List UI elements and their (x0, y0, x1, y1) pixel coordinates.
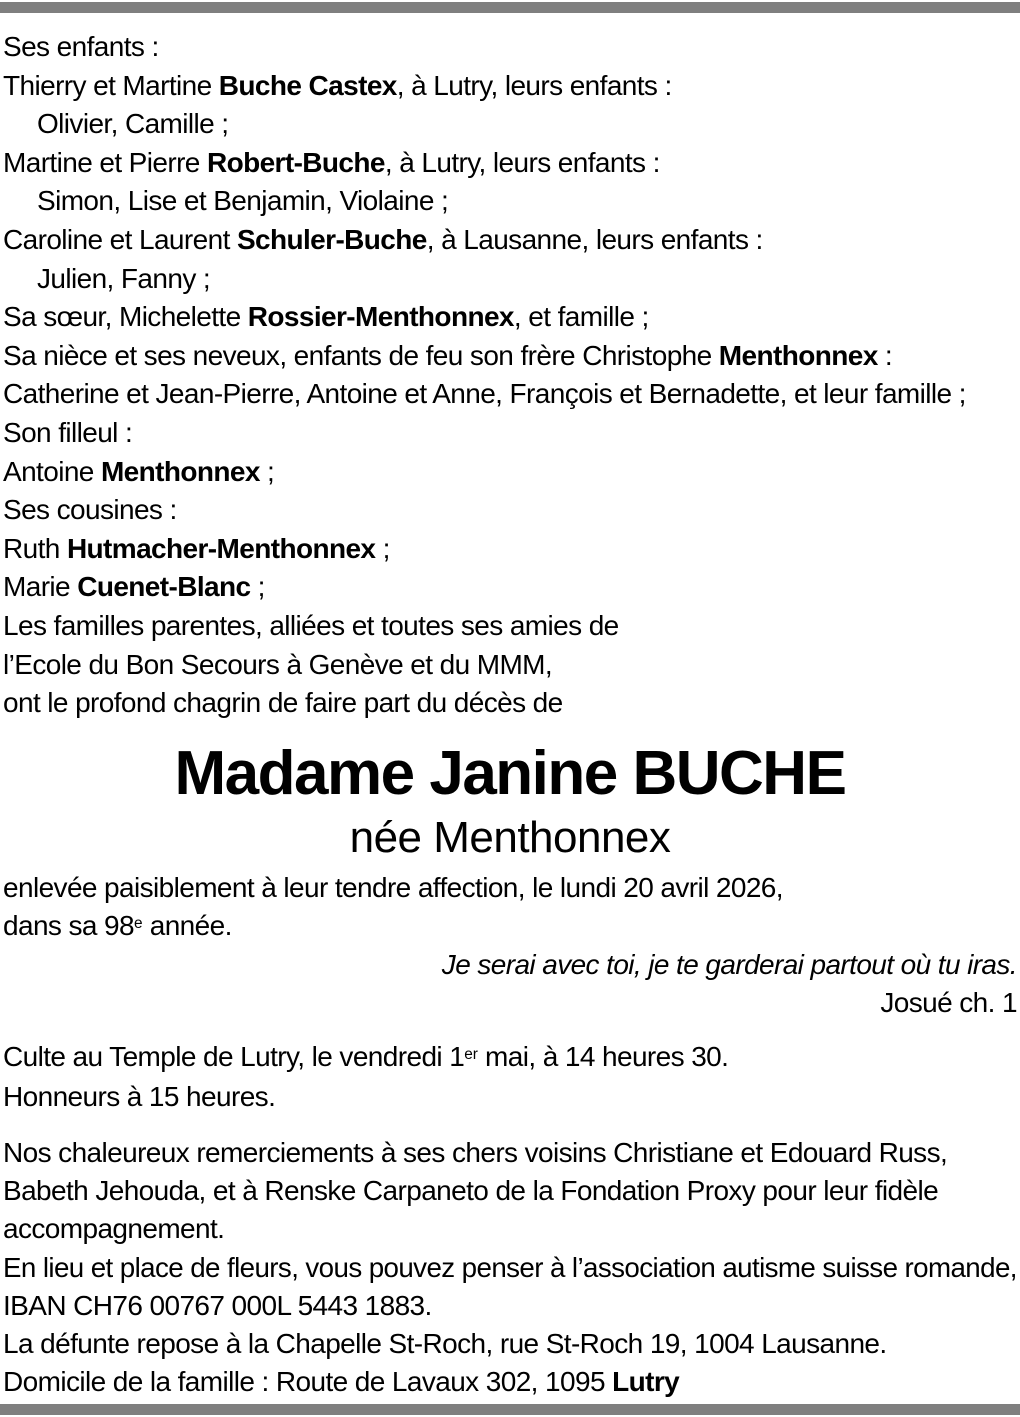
notice-line: dans sa 98e année. (3, 910, 232, 942)
notice-line: Ruth Hutmacher-Menthonnex ; (3, 532, 390, 564)
notice-line: Antoine Menthonnex ; (3, 455, 275, 487)
notice-line: Domicile de la famille : Route de Lavaux 302, 1095 Lutry (3, 1366, 680, 1398)
notice-line: enlevée paisiblement à leur tendre affection, le lundi 20 avril 2026, (3, 871, 783, 903)
notice-line: accompagnement. (3, 1213, 225, 1245)
notice-line: Nos chaleureux remerciements à ses chers voisins Christiane et Edouard Russ, (3, 1137, 948, 1169)
death-announcement-section (3, 869, 1017, 946)
notice-line: Culte au Temple de Lutry, le vendredi 1er mai, à 14 heures 30. (3, 1041, 729, 1073)
notice-line: IBAN CH76 00767 000L 5443 1883. (3, 1289, 432, 1321)
scripture-quote-section (3, 946, 1017, 1023)
deceased-name-title: Madame Janine BUCHE (174, 738, 846, 808)
top-divider-bar (0, 2, 1020, 13)
notice-line: Marie Cuenet-Blanc ; (3, 571, 265, 603)
notice-line: Ses enfants : (3, 31, 159, 62)
notice-line: Babeth Jehouda, et à Renske Carpaneto de la Fondation Proxy pour leur fidèle (3, 1175, 939, 1207)
notice-line: Simon, Lise et Benjamin, Violaine ; (37, 185, 449, 217)
notice-line: Catherine et Jean-Pierre, Antoine et Anne, François et Bernadette, et leur famille ; (3, 378, 966, 410)
notice-line: Ses cousines : (3, 494, 177, 526)
notice-line: ont le profond chagrin de faire part du décès de (3, 687, 563, 719)
family-list-section (3, 28, 1017, 723)
notice-line: Caroline et Laurent Schuler-Buche, à Lausanne, leurs enfants : (3, 223, 763, 255)
notice-line: Olivier, Camille ; (37, 108, 229, 140)
notice-line: Honneurs à 15 heures. (3, 1081, 276, 1113)
bottom-divider-bar (0, 1404, 1020, 1415)
notice-line: Les familles parentes, alliées et toutes ses amies de (3, 609, 619, 641)
acknowledgements-section (3, 1134, 1017, 1401)
funeral-service-section (3, 1037, 1017, 1117)
notice-line: Je serai avec toi, je te garderai partout où tu iras. (441, 948, 1017, 980)
notice-line: Thierry et Martine Buche Castex, à Lutry, leurs enfants : (3, 69, 672, 101)
death-notice (3, 13, 1017, 1401)
maiden-name-subtitle: née Menthonnex (349, 812, 671, 862)
notice-line: La défunte repose à la Chapelle St-Roch, rue St-Roch 19, 1004 Lausanne. (3, 1328, 887, 1360)
notice-line: l’Ecole du Bon Secours à Genève et du MMM, (3, 648, 553, 680)
notice-line: Josué ch. 1 (880, 987, 1017, 1019)
notice-line: Sa sœur, Michelette Rossier-Menthonnex, et famille ; (3, 301, 649, 333)
notice-line: En lieu et place de fleurs, vous pouvez penser à l’association autisme suisse romande, (3, 1251, 1017, 1283)
notice-line: Julien, Fanny ; (37, 262, 211, 294)
notice-line: Sa nièce et ses neveux, enfants de feu son frère Christophe Menthonnex : (3, 339, 893, 371)
notice-line: Martine et Pierre Robert-Buche, à Lutry, leurs enfants : (3, 146, 660, 178)
notice-line: Son filleul : (3, 416, 133, 448)
